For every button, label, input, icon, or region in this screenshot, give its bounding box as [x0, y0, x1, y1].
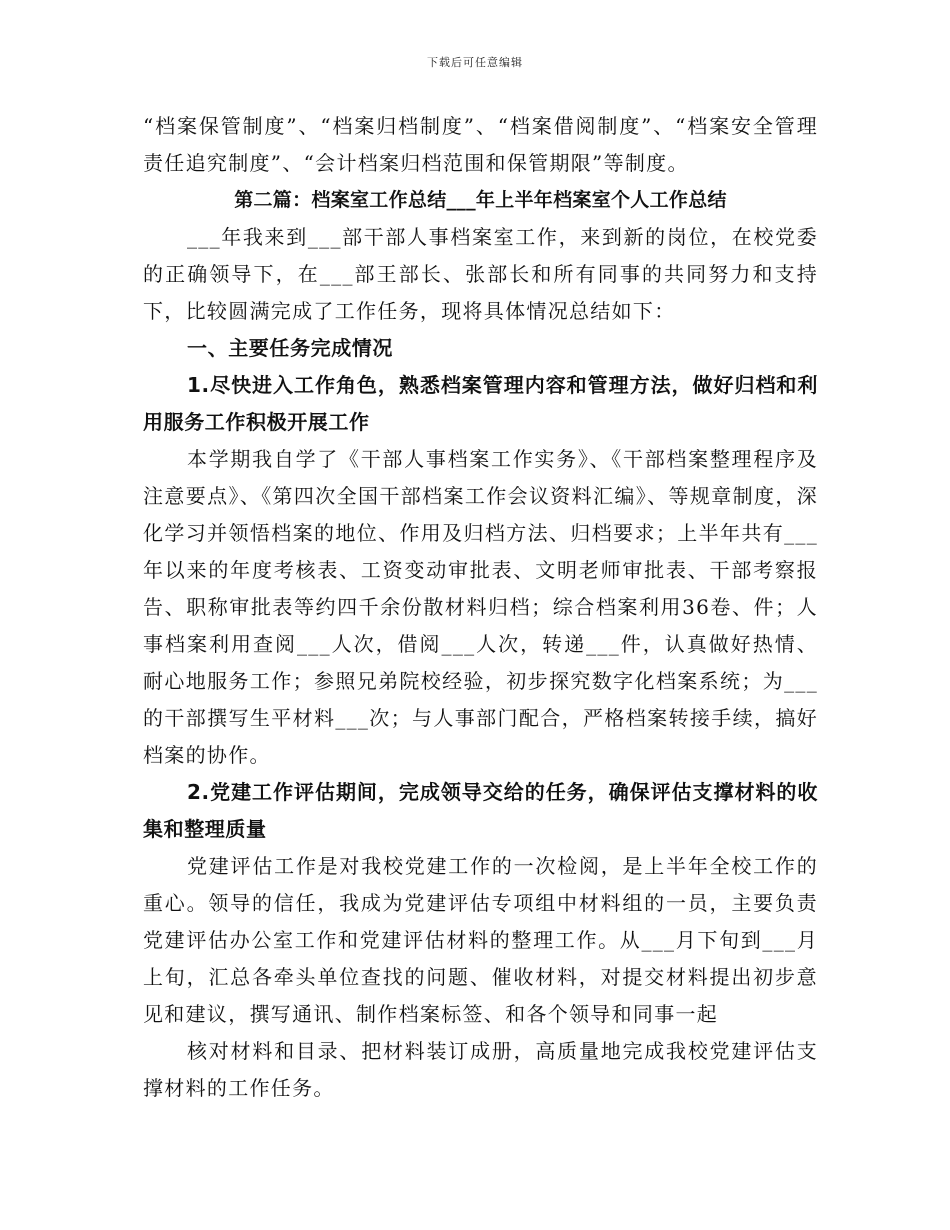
archive-work-paragraph: 本学期我自学了《干部人事档案工作实务》、《干部档案整理程序及注意要点》、《第四次全国干部档案工作会议资料汇编》、等规章制度，深化学习并领悟档案的地位、作用及归档方法、归档要求；上半年共有___年以来的年度考核表、工资变动审批表、文明老师审批表、干部考察报告、职称审批表等约四千余份散材料归档；综合档案利用36卷、件；人事档案利用查阅___人次，借阅___人次，转递___件，认真做好热情、耐心地服务工作；参照兄弟院校经验，初步探究数字化档案系统；为___的干部撰写生平材料___次；与人事部门配合，严格档案转接手续，搞好档案的协作。: [143, 447, 818, 767]
document-body: [143, 108, 818, 1107]
party-evaluation-continuation: 核对材料和目录、把材料装订成册，高质量地完成我校党建评估支撑材料的工作任务。: [143, 1039, 818, 1100]
intro-paragraph: “档案保管制度”、“档案归档制度”、“档案借阅制度”、“档案安全管理责任追究制度”、“会计档案归档范围和保管期限”等制度。: [143, 114, 818, 175]
party-evaluation-paragraph: 党建评估工作是对我校党建工作的一次检阅，是上半年全校工作的重心。领导的信任，我成为党建评估专项组中材料组的一员，主要负责党建评估办公室工作和党建评估材料的整理工作。从___月下旬到___月上旬，汇总各牵头单位查找的问题、催收材料，对提交材料提出初步意见和建议，撰写通讯、制作档案标签、和各个领导和同事一起: [143, 854, 818, 1026]
heading-archive-work: 1.尽快进入工作角色，熟悉档案管理内容和管理方法，做好归档和利用服务工作积极开展工作: [143, 373, 818, 434]
opening-paragraph: ___年我来到___部干部人事档案室工作，来到新的岗位，在校党委的正确领导下，在___部王部长、张部长和所有同事的共同努力和支持下，比较圆满完成了工作任务，现将具体情况总结如下：: [143, 225, 818, 323]
section-title: 第二篇：档案室工作总结___年上半年档案室个人工作总结: [234, 189, 727, 211]
heading-main-tasks: 一、主要任务完成情况: [187, 336, 393, 360]
heading-party-evaluation: 2.党建工作评估期间，完成领导交给的任务，确保评估支撑材料的收集和整理质量: [143, 780, 818, 841]
page-header-note: 下载后可任意编辑: [427, 56, 523, 69]
